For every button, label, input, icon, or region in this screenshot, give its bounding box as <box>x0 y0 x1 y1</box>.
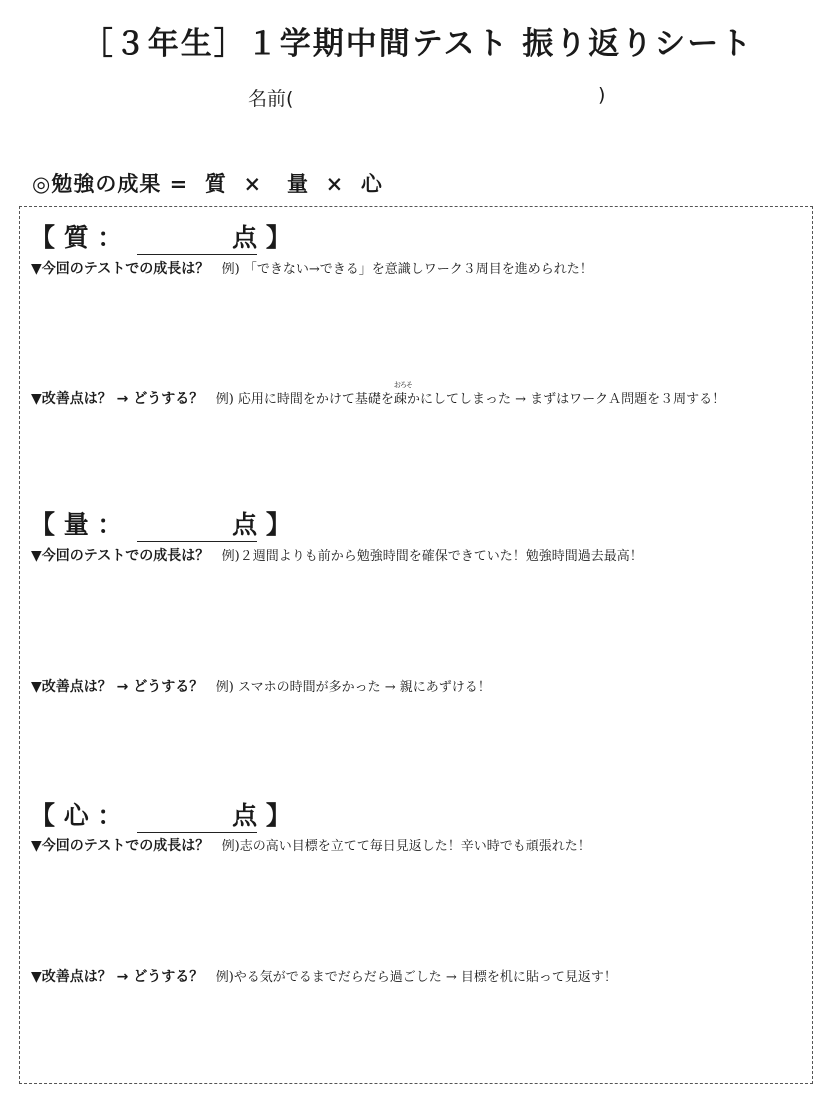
quality-improve-example <box>215 381 726 407</box>
quality-growth-question: ▼今回のテストでの成長は？ <box>31 261 210 277</box>
quantity-improve-row <box>31 676 491 696</box>
reflection-box <box>19 206 813 1084</box>
quality-point-unit: 点 <box>232 223 258 252</box>
quantity-point-unit: 点 <box>232 510 258 539</box>
quantity-score-blank[interactable] <box>137 505 257 542</box>
quality-improve-example-post: かにしてしまった → まずはワークＡ問題を３周する！ <box>406 392 726 407</box>
mind-growth-example: 例)志の高い目標を立てて毎日見返した！辛い時でも頑張れた！ <box>221 839 591 854</box>
quantity-label: 【 量 ： <box>30 510 123 539</box>
mind-improve-example: 例)やる気がでるまでだらだら過ごした → 目標を机に貼って見返す！ <box>215 970 617 985</box>
ruby-word <box>393 381 412 407</box>
quality-score-heading <box>30 218 291 255</box>
study-formula: ◎勉強の成果 = 質 × 量 × 心 <box>32 171 383 196</box>
quality-bracket-close: 】 <box>265 223 291 252</box>
mind-improve-question: ▼改善点は？ → どうする？ <box>31 969 204 985</box>
quantity-bracket-close: 】 <box>265 510 291 539</box>
mind-score-heading <box>30 796 291 833</box>
quality-improve-example-pre: 例) 応用に時間をかけて基礎を <box>215 392 394 407</box>
quantity-improve-example: 例) スマホの時間が多かった → 親にあずける！ <box>215 680 491 695</box>
quantity-growth-example: 例)２週間よりも前から勉強時間を確保できていた！勉強時間過去最高！ <box>221 549 643 564</box>
quantity-score-heading <box>30 505 291 542</box>
quality-improve-row <box>31 381 726 408</box>
mind-label: 【 心 ： <box>30 801 123 830</box>
name-field[interactable] <box>248 84 606 111</box>
mind-improve-row <box>31 966 617 986</box>
quality-growth-example: 例) 「できない→できる」を意識しワーク３周目を進められた！ <box>221 262 593 277</box>
quality-improve-question: ▼改善点は？ → どうする？ <box>31 391 204 407</box>
mind-bracket-close: 】 <box>265 801 291 830</box>
quantity-growth-question: ▼今回のテストでの成長は？ <box>31 548 210 564</box>
mind-growth-row <box>31 835 591 855</box>
quality-score-blank[interactable] <box>137 218 257 255</box>
quality-label: 【 質 ： <box>30 223 123 252</box>
ruby-base: 疎 <box>393 392 407 407</box>
quality-growth-row <box>31 258 593 278</box>
mind-point-unit: 点 <box>232 801 258 830</box>
name-label: 名前( <box>248 88 294 110</box>
name-close-paren: ) <box>598 84 606 106</box>
quantity-improve-question: ▼改善点は？ → どうする？ <box>31 679 204 695</box>
mind-score-blank[interactable] <box>137 796 257 833</box>
ruby-reading: おろそ <box>393 381 412 389</box>
quantity-growth-row <box>31 545 643 565</box>
mind-growth-question: ▼今回のテストでの成長は？ <box>31 838 210 854</box>
page-title: ［３年生］１学期中間テスト 振り返りシート <box>81 26 754 62</box>
